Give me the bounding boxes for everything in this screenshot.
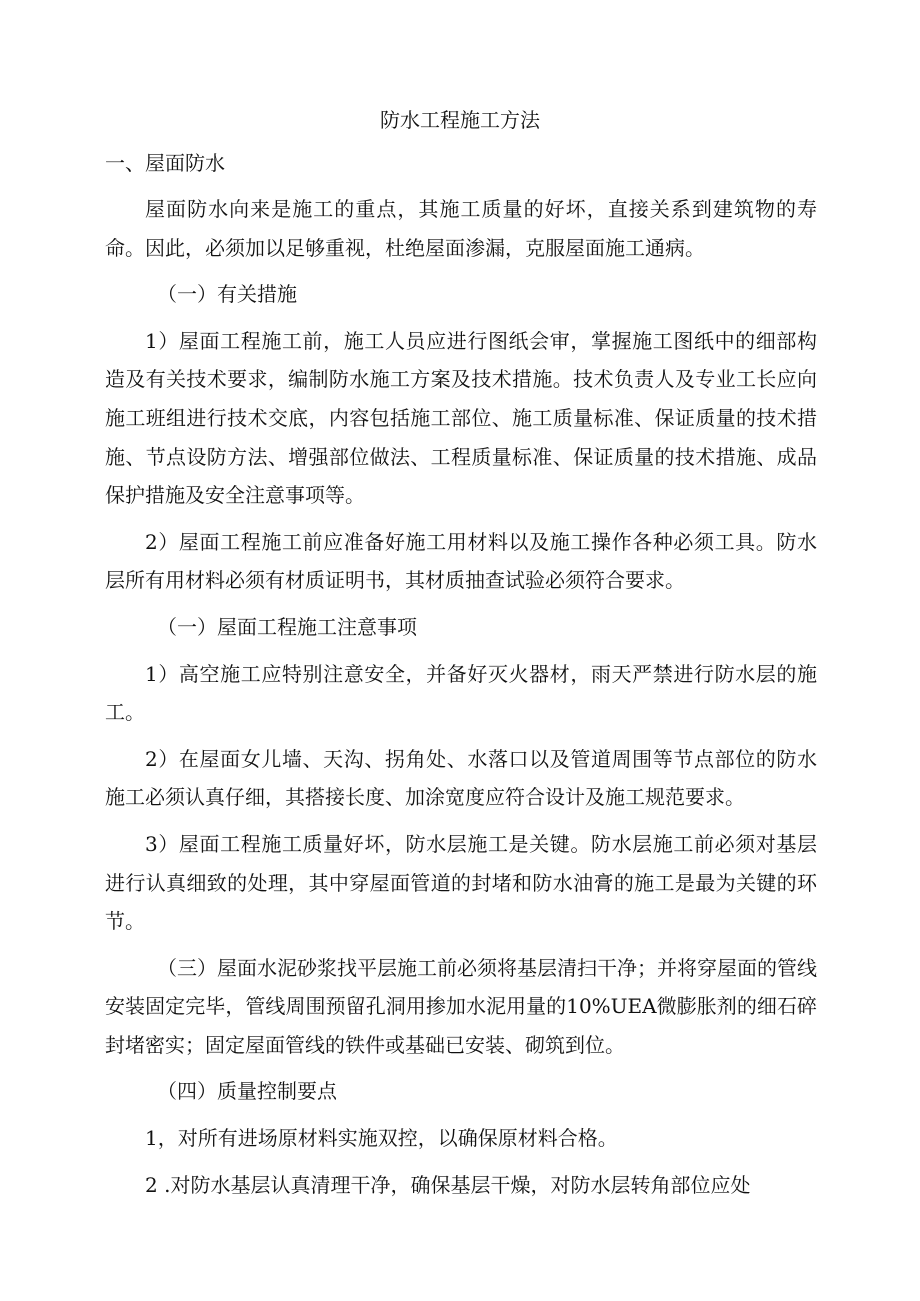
paragraph-leveling-layer: （三）屋面水泥砂浆找平层施工前必须将基层清扫干净；并将穿屋面的管线安装固定完毕，管线周围预留孔洞用掺加水泥用量的10%UEA微膨胀剂的细石碎封堵密实；固定屋面管线的铁件或基础已安装、砌筑到位。 xyxy=(105,955,817,1057)
paragraph-intro: 屋面防水向来是施工的重点，其施工质量的好坏，直接关系到建筑物的寿命。因此，必须加以足够重视，杜绝屋面渗漏，克服屋面施工通病。 xyxy=(105,197,817,260)
paragraph-measure-2: 2）屋面工程施工前应准备好施工用材料以及施工操作各种必须工具。防水层所有用材料必须有材质证明书，其材质抽查试验必须符合要求。 xyxy=(105,529,817,593)
subheading-precautions: （一）屋面工程施工注意事项 xyxy=(157,614,417,639)
paragraph-measure-1: 1）屋面工程施工前，施工人员应进行图纸会审，掌握施工图纸中的细部构造及有关技术要求，编制防水施工方案及技术措施。技术负责人及专业工长应向施工班组进行技术交底，内容包括施工部位、施工质量标准、保证质量的技术措施、节点设防方法、增强部位做法、工程质量标准、保证质量的技术措施、成品保护措施及安全注意事项等。 xyxy=(105,328,817,508)
subheading-quality-control: （四）质量控制要点 xyxy=(157,1079,337,1104)
document-title: 防水工程施工方法 xyxy=(380,108,540,132)
paragraph-precaution-1: 1）高空施工应特别注意安全，并备好灭火器材，雨天严禁进行防水层的施工。 xyxy=(105,661,817,725)
paragraph-precaution-3: 3）屋面工程施工质量好坏，防水层施工是关键。防水层施工前必须对基层进行认真细致的处理，其中穿屋面管道的封堵和防水油膏的施工是最为关键的环节。 xyxy=(105,831,817,934)
paragraph-precaution-2: 2）在屋面女儿墙、天沟、拐角处、水落口以及管道周围等节点部位的防水施工必须认真仔细，其搭接长度、加涂宽度应符合设计及施工规范要求。 xyxy=(105,746,817,810)
section-heading: 一、屋面防水 xyxy=(105,151,225,175)
document-body xyxy=(105,190,817,1212)
paragraph-quality-2: 2 .对防水基层认真清理干净，确保基层干燥，对防水层转角部位应处 xyxy=(145,1172,751,1197)
subheading-measures: （一）有关措施 xyxy=(157,282,297,307)
paragraph-quality-1: 1，对所有进场原材料实施双控，以确保原材料合格。 xyxy=(145,1126,618,1151)
